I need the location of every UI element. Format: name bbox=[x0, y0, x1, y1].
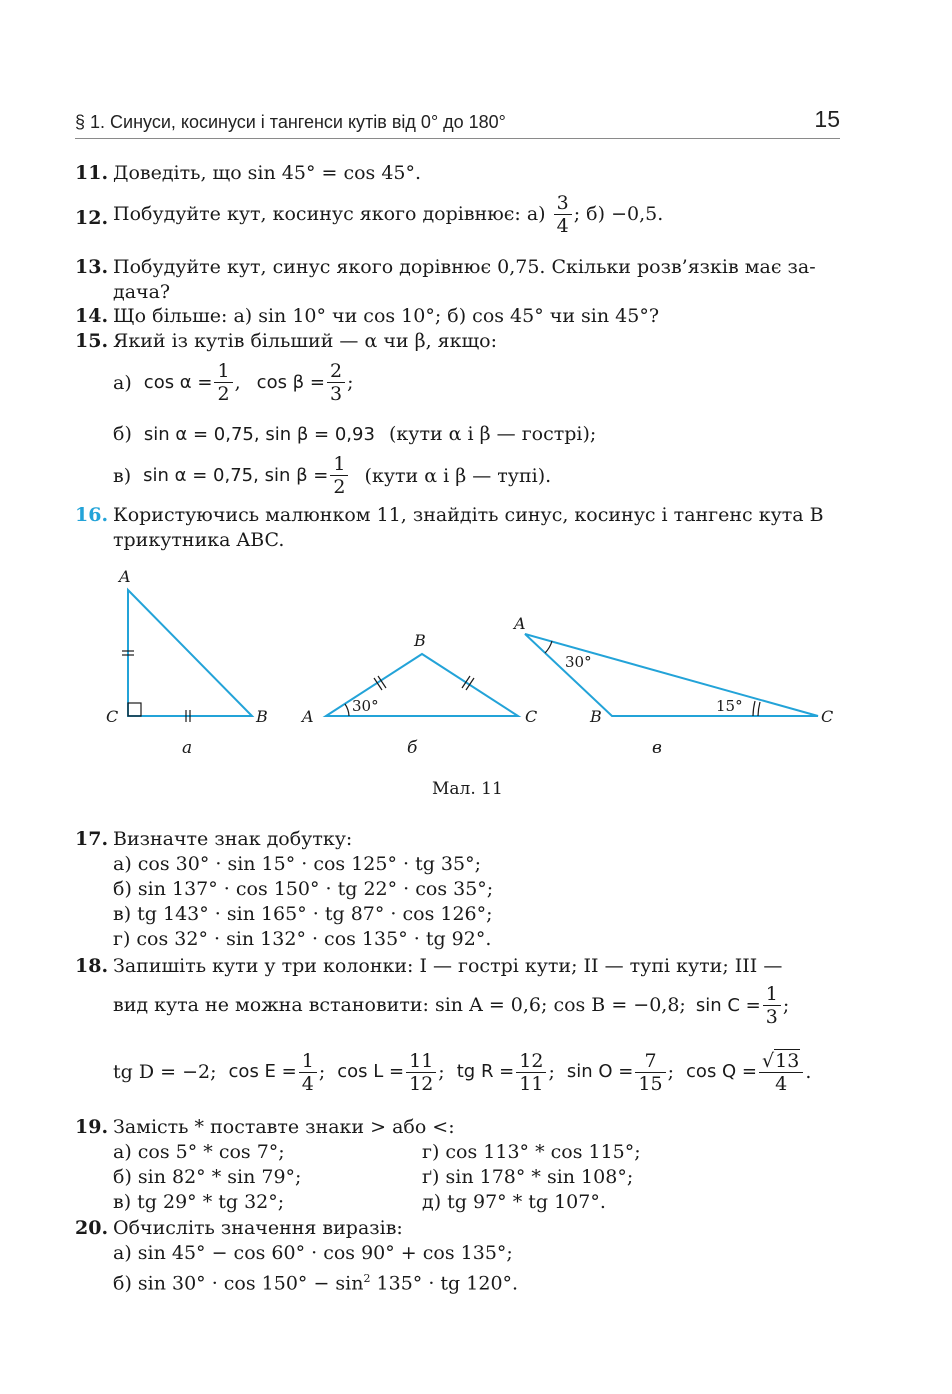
item-label: б) bbox=[113, 423, 132, 445]
problem-19-item: д) tg 97° * tg 107°. bbox=[422, 1191, 606, 1213]
vertex-a-A: A bbox=[119, 567, 131, 586]
vertex-a-C: C bbox=[106, 707, 119, 726]
problem-17-item: а) cos 30° · sin 15° · cos 125° · tg 35°; bbox=[113, 853, 482, 875]
problem-18-line1: Запишіть кути у три колонки: I — гострі кути; II — тупі кути; III — bbox=[113, 955, 783, 977]
cos-alpha: cos α = bbox=[143, 371, 213, 393]
problem-15-number: 15. bbox=[75, 330, 109, 352]
figure-label-a: а bbox=[182, 738, 193, 758]
figure-11 bbox=[0, 560, 952, 770]
vertex-c-B: B bbox=[590, 707, 602, 726]
problem-19-item: а) cos 5° * cos 7°; bbox=[113, 1141, 285, 1163]
sin-values: sin α = 0,75, sin β = 0,93 bbox=[143, 424, 375, 445]
problem-19-item: б) sin 82° * sin 79°; bbox=[113, 1166, 302, 1188]
problem-15-text: Який із кутів більший — α чи β, якщо: bbox=[113, 330, 498, 352]
problem-18-line2 bbox=[113, 983, 789, 1028]
problem-19-number: 19. bbox=[75, 1116, 109, 1138]
expression-part: 135° · tg 120°. bbox=[370, 1272, 519, 1295]
problem-15-b bbox=[113, 422, 596, 447]
problem-20-number: 20. bbox=[75, 1217, 109, 1239]
problem-15-c bbox=[113, 453, 551, 498]
tg-d: tg D = −2; bbox=[113, 1060, 217, 1083]
problem-20-item-a: а) sin 45° − cos 60° · cos 90° + cos 135°; bbox=[113, 1242, 513, 1264]
problem-15-a bbox=[113, 360, 353, 405]
problem-16-number: 16. bbox=[75, 504, 109, 526]
vertex-b-A: A bbox=[302, 707, 314, 726]
separator: ; bbox=[318, 1061, 326, 1083]
triangle-a bbox=[128, 590, 252, 716]
angle-arc-c-c1 bbox=[758, 702, 760, 716]
vertex-b-C: C bbox=[525, 707, 538, 726]
cos-q: cos Q = bbox=[686, 1061, 758, 1082]
problem-18-number: 18. bbox=[75, 955, 109, 977]
problem-11-number: 11. bbox=[75, 162, 109, 184]
problem-19-item: г) cos 113° * cos 115°; bbox=[422, 1141, 641, 1163]
angle-note: (кути α і β — тупі). bbox=[364, 464, 552, 487]
problem-18-text: вид кута не можна встановити: sin A = 0,6; cos B = −0,8; bbox=[113, 994, 686, 1016]
fraction-2-3: $\frac{2}{3}$ bbox=[327, 360, 345, 405]
problem-20-text: Обчисліть значення виразів: bbox=[113, 1217, 403, 1239]
problem-19-item: ґ) sin 178° * sin 108°; bbox=[422, 1166, 634, 1188]
problem-13-number: 13. bbox=[75, 256, 109, 278]
problem-16-line1: Користуючись малюнком 11, знайдіть синус, косинус і тангенс кута B bbox=[113, 504, 824, 526]
problem-18-line3 bbox=[113, 1049, 811, 1095]
problem-17-item: г) cos 32° · sin 132° · cos 135° · tg 92°. bbox=[113, 928, 492, 950]
sin-o: sin O = bbox=[566, 1061, 634, 1082]
problem-12-text-b: ; б) −0,5. bbox=[573, 203, 664, 225]
sin-c: sin C = bbox=[695, 994, 761, 1016]
fraction-1-3: $\frac{1}{3}$ bbox=[763, 983, 781, 1028]
sin-values: sin α = 0,75, sin β = bbox=[143, 464, 329, 486]
vertex-c-C: C bbox=[821, 707, 834, 726]
problem-14-number: 14. bbox=[75, 305, 109, 327]
separator: ; bbox=[438, 1061, 445, 1083]
separator: , bbox=[234, 371, 241, 394]
vertex-a-B: B bbox=[256, 707, 268, 726]
angle-label-b: 30° bbox=[352, 697, 379, 715]
problem-16-line2: трикутника ABC. bbox=[113, 529, 285, 551]
vertex-c-A: A bbox=[514, 614, 526, 633]
angle-label-c-c: 15° bbox=[716, 697, 743, 715]
separator: ; bbox=[347, 371, 354, 394]
problem-11-text: Доведіть, що sin 45° = cos 45°. bbox=[113, 162, 422, 184]
fraction-11-12: $\frac{11}{12}$ bbox=[406, 1050, 436, 1095]
problem-20-item-b bbox=[113, 1266, 518, 1296]
problem-19-item: в) tg 29° * tg 32°; bbox=[113, 1191, 285, 1213]
angle-arc-c-a bbox=[545, 641, 552, 653]
problem-17-text: Визначте знак добутку: bbox=[113, 828, 353, 850]
figure-label-c: в bbox=[652, 738, 662, 758]
problem-13-line1: Побудуйте кут, синус якого дорівнює 0,75. Скільки розв’язків має за- bbox=[113, 256, 816, 278]
separator: . bbox=[805, 1061, 812, 1083]
fraction-1-4: $\frac{1}{4}$ bbox=[299, 1050, 317, 1095]
problem-13-line2: дача? bbox=[113, 281, 171, 303]
vertex-b-B: B bbox=[414, 631, 426, 650]
angle-arc-c-c2 bbox=[753, 701, 755, 716]
right-angle-mark bbox=[128, 703, 141, 716]
problem-17-number: 17. bbox=[75, 828, 109, 850]
item-label: а) bbox=[113, 371, 132, 394]
figure-label-b: б bbox=[407, 738, 418, 758]
fraction-sqrt13-4: $\frac{√13}{4}$ bbox=[759, 1049, 803, 1095]
figure-caption: Мал. 11 bbox=[432, 779, 503, 799]
page-header bbox=[75, 106, 840, 139]
problem-12 bbox=[113, 192, 663, 237]
tg-r: tg R = bbox=[456, 1061, 515, 1082]
fraction-3-4: $\frac{3}{4}$ bbox=[554, 192, 572, 237]
page-number: 15 bbox=[814, 106, 840, 132]
problem-19-text: Замість * поставте знаки > або <: bbox=[113, 1116, 455, 1138]
angle-arc-b bbox=[345, 704, 349, 716]
section-title: § 1. Синуси, косинуси і тангенси кутів від 0° до 180° bbox=[75, 112, 506, 132]
fraction-7-15: $\frac{7}{15}$ bbox=[635, 1050, 665, 1095]
separator: ; bbox=[667, 1061, 674, 1083]
exponent: 2 bbox=[363, 1272, 371, 1285]
cos-l: cos L = bbox=[337, 1061, 405, 1082]
triangle-c bbox=[525, 634, 818, 716]
problem-12-number: 12. bbox=[75, 207, 109, 229]
angle-label-c-a: 30° bbox=[565, 653, 592, 671]
problem-12-text: Побудуйте кут, косинус якого дорівнює: а) bbox=[113, 203, 546, 225]
fraction-1-2: $\frac{1}{2}$ bbox=[214, 360, 232, 405]
item-label: в) bbox=[113, 464, 132, 487]
expression-part: б) sin 30° · cos 150° − sin bbox=[113, 1272, 364, 1295]
fraction-12-11: $\frac{12}{11}$ bbox=[516, 1050, 546, 1095]
problem-17-item: б) sin 137° · cos 150° · tg 22° · cos 35°; bbox=[113, 878, 494, 900]
cos-e: cos E = bbox=[228, 1061, 297, 1082]
separator: ; bbox=[548, 1061, 555, 1083]
fraction-1-2: $\frac{1}{2}$ bbox=[330, 453, 348, 498]
problem-14-text: Що більше: а) sin 10° чи cos 10°; б) cos 45° чи sin 45°? bbox=[113, 305, 659, 327]
problem-17-item: в) tg 143° · sin 165° · tg 87° · cos 126°; bbox=[113, 903, 493, 925]
cos-beta: cos β = bbox=[256, 371, 325, 393]
separator: ; bbox=[782, 994, 790, 1017]
angle-note: (кути α і β — гострі); bbox=[388, 423, 597, 445]
